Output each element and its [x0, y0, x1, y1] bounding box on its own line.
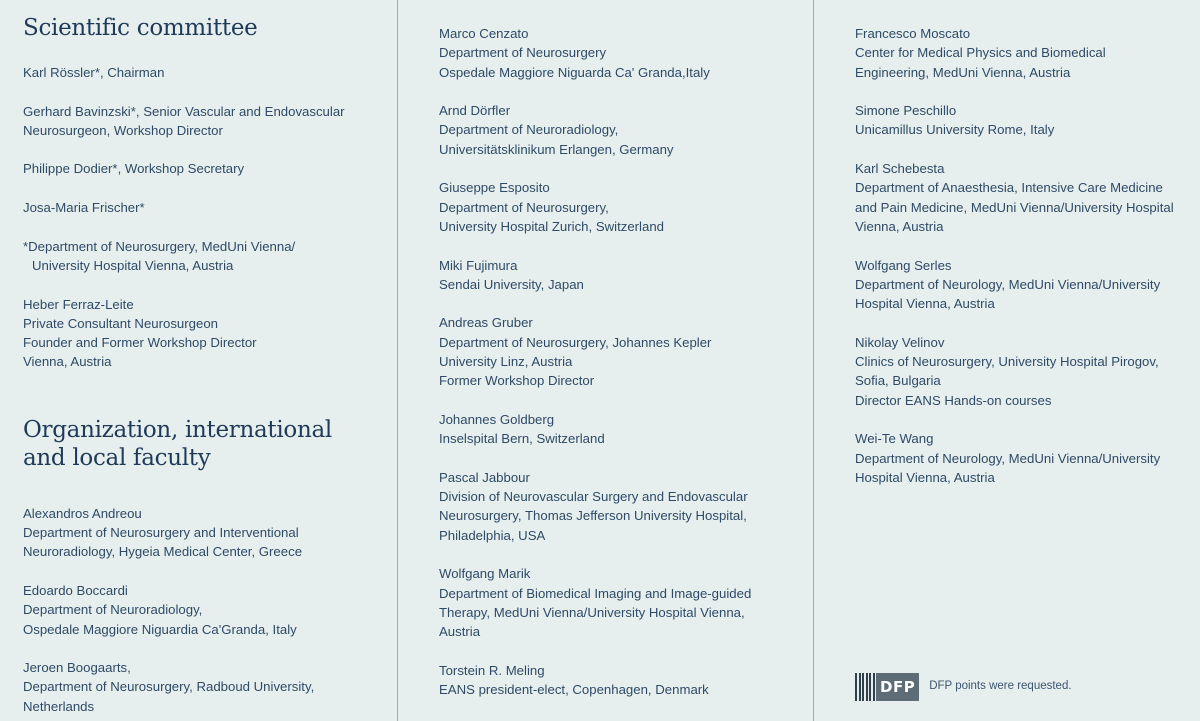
entry-affiliation-line: Netherlands — [23, 698, 95, 714]
entry-name: Miki Fujimura — [439, 257, 518, 273]
entry-name: Jeroen Boogaarts, — [23, 660, 131, 676]
entry-affiliation-line: Vienna, Austria — [855, 218, 944, 234]
entry-affiliation-line: and Pain Medicine, MedUni Vienna/University Hospital — [855, 199, 1174, 215]
entry-name: Marco Cenzato — [439, 26, 529, 41]
entry-affiliation-line: Division of Neurovascular Surgery and Endovascular — [439, 489, 748, 505]
entry-name: Arnd Dörfler — [439, 103, 511, 119]
entry-affiliation-line: Unicamillus University Rome, Italy — [855, 122, 1055, 138]
faculty-entry — [23, 102, 397, 141]
faculty-list-left — [23, 504, 397, 716]
faculty-entry — [855, 24, 1200, 82]
faculty-entry — [439, 468, 813, 545]
faculty-entry — [439, 410, 813, 449]
entry-affiliation-line: Department of Neurosurgery, — [439, 199, 609, 215]
entry-affiliation-line: Philadelphia, USA — [439, 527, 546, 543]
entry-name: Philippe Dodier*, Workshop Secretary — [23, 161, 245, 177]
entry-affiliation-line: Department of Neurosurgery — [439, 45, 607, 61]
faculty-entry — [23, 63, 397, 82]
entry-affiliation-line: Sofia, Bulgaria — [855, 373, 941, 389]
entry-name: Wolfgang Serles — [855, 257, 952, 273]
faculty-entry — [23, 198, 397, 217]
entry-affiliation-line: Department of Neurology, MedUni Vienna/University — [855, 276, 1161, 292]
entry-affiliation-line: Hospital Vienna, Austria — [855, 296, 995, 312]
faculty-list-right — [855, 24, 1200, 487]
entry-affiliation-line: Ospedale Maggiore Niguardia Ca'Granda, Italy — [23, 621, 297, 637]
faculty-list-middle — [439, 24, 813, 699]
faculty-heading: Organization, international and local faculty — [23, 416, 332, 471]
entry-affiliation-line: Director EANS Hands-on courses — [855, 392, 1052, 408]
column-left — [0, 0, 397, 721]
faculty-entry — [23, 504, 397, 562]
faculty-entry — [23, 581, 397, 639]
entry-affiliation-line: Neurosurgery, Thomas Jefferson University Hospital, — [439, 508, 747, 524]
entry-name: Alexandros Andreou — [23, 505, 142, 521]
entry-affiliation-line: Private Consultant Neurosurgeon — [23, 315, 218, 331]
column-middle — [397, 0, 813, 721]
scientific-committee-list — [23, 63, 397, 372]
entry-name: Karl Schebesta — [855, 161, 945, 177]
faculty-entry — [855, 256, 1200, 314]
faculty-entry — [439, 313, 813, 390]
entry-affiliation-line: EANS president-elect, Copenhagen, Denmark — [439, 682, 709, 698]
faculty-entry — [439, 564, 813, 641]
entry-affiliation-line: Ospedale Maggiore Niguarda Ca' Granda,Italy — [439, 64, 710, 80]
entry-affiliation-line: University Hospital Zurich, Switzerland — [439, 218, 664, 234]
faculty-entry — [855, 429, 1200, 487]
faculty-entry — [23, 237, 397, 276]
entry-name: Simone Peschillo — [855, 103, 957, 119]
dfp-notice — [855, 673, 1072, 701]
entry-name: Gerhard Bavinzski*, Senior Vascular and Endovascular — [23, 103, 345, 119]
faculty-entry — [855, 333, 1200, 410]
entry-affiliation-line: Department of Neuroradiology, — [439, 122, 619, 138]
entry-affiliation-line: Department of Neurosurgery and Interventional — [23, 525, 299, 541]
faculty-entry — [23, 658, 397, 716]
entry-affiliation-line: Department of Neurology, MedUni Vienna/University — [855, 450, 1161, 466]
faculty-entry — [855, 159, 1200, 236]
entry-affiliation-line: University Linz, Austria — [439, 354, 573, 370]
entry-name: Wei-Te Wang — [855, 431, 934, 447]
faculty-entry — [855, 101, 1200, 140]
entry-affiliation-line: Department of Anaesthesia, Intensive Care Medicine — [855, 180, 1163, 196]
entry-name: Josa-Maria Frischer* — [23, 200, 145, 216]
dfp-logo — [855, 673, 919, 701]
entry-affiliation-line: Former Workshop Director — [439, 373, 595, 389]
entry-affiliation-line: Universitätsklinikum Erlangen, Germany — [439, 141, 674, 157]
entry-affiliation-line: Founder and Former Workshop Director — [23, 335, 257, 351]
entry-name: Torstein R. Meling — [439, 662, 545, 678]
dfp-logo-text: DFP — [876, 673, 919, 701]
entry-affiliation-line: Department of Biomedical Imaging and Image-guided — [439, 585, 752, 601]
faculty-entry — [439, 661, 813, 700]
entry-name: Edoardo Boccardi — [23, 582, 128, 598]
faculty-entry — [439, 101, 813, 159]
entry-affiliation-line: Neurosurgeon, Workshop Director — [23, 122, 223, 138]
entry-name: Johannes Goldberg — [439, 411, 555, 427]
entry-affiliation-line: Department of Neurosurgery, Johannes Kepler — [439, 334, 712, 350]
entry-affiliation-line: Clinics of Neurosurgery, University Hospital Pirogov, — [855, 354, 1159, 370]
entry-affiliation-line: Engineering, MedUni Vienna, Austria — [855, 64, 1071, 80]
scientific-committee-heading: Scientific committee — [23, 15, 258, 41]
entry-affiliation-line: Inselspital Bern, Switzerland — [439, 431, 605, 447]
entry-name: Andreas Gruber — [439, 315, 533, 331]
faculty-entry — [439, 24, 813, 82]
entry-name: Francesco Moscato — [855, 26, 971, 41]
entry-name: Pascal Jabbour — [439, 469, 530, 485]
entry-name: Heber Ferraz-Leite — [23, 296, 134, 312]
entry-affiliation-line: Therapy, MedUni Vienna/University Hospital Vienna, — [439, 604, 745, 620]
entry-name: Karl Rössler*, Chairman — [23, 65, 165, 80]
entry-affiliation-line: University Hospital Vienna, Austria — [32, 257, 234, 273]
entry-affiliation-line: Neuroradiology, Hygeia Medical Center, Greece — [23, 544, 303, 560]
entry-affiliation-line: Austria — [439, 624, 481, 640]
faculty-entry — [23, 295, 397, 372]
dfp-note: DFP points were requested. — [929, 680, 1072, 693]
entry-name: Wolfgang Marik — [439, 566, 531, 582]
faculty-entry — [439, 256, 813, 295]
entry-affiliation-line: Department of Neurosurgery, Radboud University, — [23, 679, 315, 695]
faculty-entry — [439, 178, 813, 236]
entry-name: Giuseppe Esposito — [439, 180, 550, 196]
entry-name: *Department of Neurosurgery, MedUni Vienna/ — [23, 238, 296, 254]
entry-affiliation-line: Vienna, Austria — [23, 354, 112, 370]
faculty-entry — [23, 159, 397, 178]
entry-affiliation-line: Department of Neuroradiology, — [23, 602, 203, 618]
entry-name: Nikolay Velinov — [855, 334, 945, 350]
entry-affiliation-line: Sendai University, Japan — [439, 276, 584, 292]
entry-affiliation-line: Hospital Vienna, Austria — [855, 469, 995, 485]
column-right — [813, 0, 1200, 721]
entry-affiliation-line: Center for Medical Physics and Biomedical — [855, 45, 1106, 61]
